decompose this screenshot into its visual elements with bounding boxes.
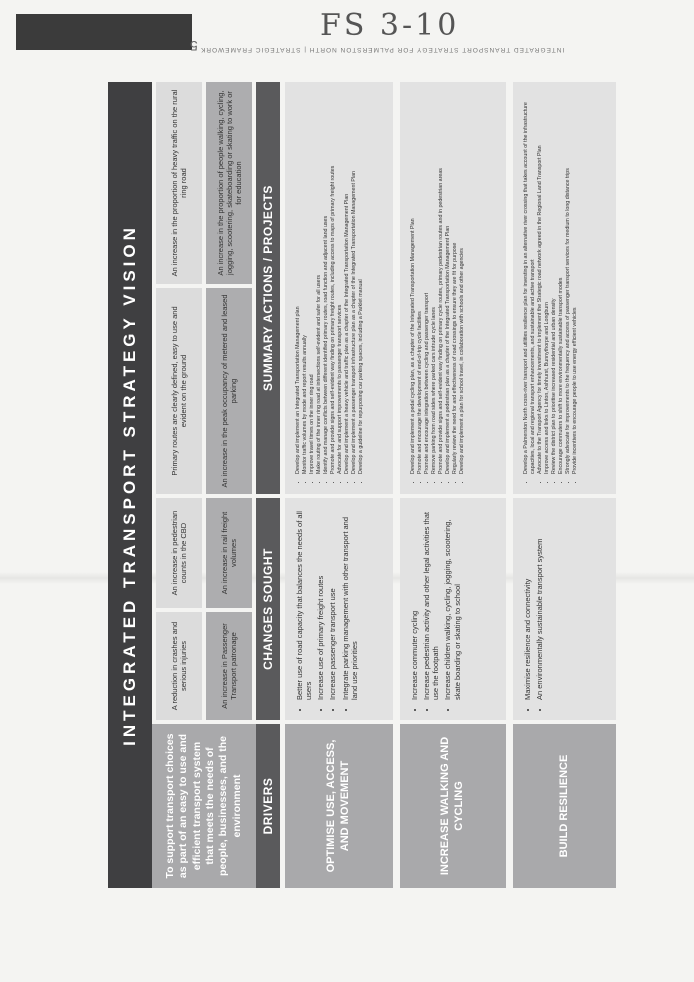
action-item: • Make routing of the inner ring road at intersections self-evident and safer for all users	[316, 90, 323, 474]
changes-sought-walking	[400, 498, 506, 720]
summary-actions-header: SUMMARY ACTIONS / PROJECTS	[256, 82, 280, 494]
action-item: • Remove parking from road sides where parked cars intrude cycle lanes	[431, 90, 438, 474]
action-item: • Develop a Palmerston North cross-river transport and utilities resilience plan for investing in an alternative river crossing that takes account of the infrastructure capacities, local and regional transport enhancements, and sustainable and active transport	[523, 90, 537, 474]
action-item: • Advocate to the Transport Agency for timely investment to implement the Strategic road network agreed in the Regional Land Transport Plan	[537, 90, 544, 474]
changes-sought-resilience	[513, 498, 616, 720]
driver-walking-cycling: INCREASE WALKING AND CYCLING	[400, 724, 506, 888]
change-item: • Maximise resilience and connectivity	[523, 506, 532, 700]
action-item: • Review the district plan to prioritise increased residential and urban density	[551, 90, 558, 474]
action-item: • Advocate for and support improvements to passenger transport services	[337, 90, 344, 474]
purpose-statement: To support transport choices as part of an easy to use and efficient transport system that meets the needs of people, businesses, and the environment	[152, 724, 256, 888]
action-item: • Promote and provide signs and self-evident way finding on primary freight routes, including access to maps of primary freight routes	[330, 90, 337, 474]
action-item: • Identify and manage conflicts between different identified primary routes, road function and adjacent land uses	[323, 90, 330, 474]
action-item: • Provide incentives to encourage people to use energy efficient vehicles	[572, 90, 579, 474]
handwritten-reference: FS 3-10	[320, 8, 460, 43]
action-item: • Encourage commuters to shift to more environmentally sustainable transport modes	[558, 90, 565, 474]
kpi-rail-freight: An increase in rail freight volumes	[206, 498, 252, 608]
action-item: • Develop and implement a pedal cycling plan, as a chapter of the Integrated Transportation Management Plan	[410, 90, 417, 474]
vision-banner: INTEGRATED TRANSPORT STRATEGY VISION	[108, 82, 152, 888]
driver-optimise-use: OPTIMISE USE, ACCESS, AND MOVEMENT	[285, 724, 393, 888]
drivers-header: DRIVERS	[256, 724, 280, 888]
action-item: • Develop and implement a passenger transport infrastructure plan as a chapter of the Integrated Transportation Management Plan	[351, 90, 358, 474]
kpi-primary-routes: Primary routes are clearly defined, easy to use and evident on the ground	[156, 288, 202, 494]
action-item: • Strongly advocate for improvements to the frequency and access of passenger transport services for medium to long distance trips	[565, 90, 572, 474]
action-item: • Improve travel times on the inner ring road	[309, 90, 316, 474]
action-item: • Develop a guideline for repurposing car parking spaces, including a Parklet manual	[358, 90, 365, 474]
kpi-pedestrian-counts: An increase in pedestrian counts in the CBD	[156, 498, 202, 608]
actions-resilience	[513, 82, 616, 494]
change-item: • Increase commuter cycling	[410, 506, 419, 700]
action-item: • Develop and implement an Integrated Transportation Management plan	[295, 90, 302, 474]
change-item: • Increase children walking, cycling, jogging, scootering, skate boarding or skating to school	[443, 506, 461, 700]
action-item: • Monitor traffic volumes by mode and report results annually	[302, 90, 309, 474]
change-item: • Integrate parking management with other transport and land use priorities	[341, 506, 359, 700]
action-item: • Develop and implement a heavy vehicle and traffic plan as a chapter of the Integrated Transportation Management Plan	[344, 90, 351, 474]
change-item: • An environmentally sustainable transport system	[535, 506, 544, 700]
change-item: • Increase passenger transport use	[328, 506, 337, 700]
action-item: • Develop and implement a plan for school travel, in collaboration with schools and other agencies	[459, 90, 466, 474]
changes-sought-header: CHANGES SOUGHT	[256, 498, 280, 720]
action-item: • Improve access and links to Linton, Ashhurst, Bunnythorpe and Longburn	[544, 90, 551, 474]
action-item: • Regularly review the need for and effectiveness of road crossings to ensure they are fit for purpose	[452, 90, 459, 474]
kpi-crashes: A reduction in crashes and serious injuries	[156, 612, 202, 720]
kpi-parking-occupancy: An increase in the peak occupancy of metered and leased parking	[206, 288, 252, 494]
driver-build-resilience: BUILD RESILIENCE	[513, 724, 616, 888]
change-item: • Increase pedestrian activity and other legal activities that use the footpath	[422, 506, 440, 700]
kpi-passenger-transport: An increase in Passenger Transport patronage	[206, 612, 252, 720]
kpi-active-travel: An increase in the proportion of people walking, cycling, jogging, scootering, skateboarding or skating to work or for education	[206, 82, 252, 284]
change-item: • Better use of road capacity that balances the needs of all users	[295, 506, 313, 700]
strategy-framework-diagram	[108, 82, 616, 888]
page-number: 5	[190, 38, 198, 54]
change-item: • Increase use of primary freight routes	[316, 506, 325, 700]
actions-walking	[400, 82, 506, 494]
action-item: • Promote and encourage integration between cycling and passenger transport	[424, 90, 431, 474]
action-item: • Promote and encourage the development of end-of-trip cycle facilities	[417, 90, 424, 474]
actions-optimise	[285, 82, 393, 494]
changes-sought-optimise	[285, 498, 393, 720]
kpi-heavy-traffic: An increase in the proportion of heavy traffic on the rural ring road	[156, 82, 202, 284]
action-item: • Develop and implement a pedestrian plan as a chapter of the Integrated Transportation Management Plan	[445, 90, 452, 474]
scan-redaction-bar	[16, 14, 192, 50]
action-item: • Promote and provide signs and self-evident way finding on primary cycle routes, primary pedestrian routes and in pedestrian areas	[438, 90, 445, 474]
running-header: INTEGRATED TRANSPORT STRATEGY FOR PALMERSTON NORTH | STRATEGIC FRAMEWORK	[200, 46, 565, 53]
